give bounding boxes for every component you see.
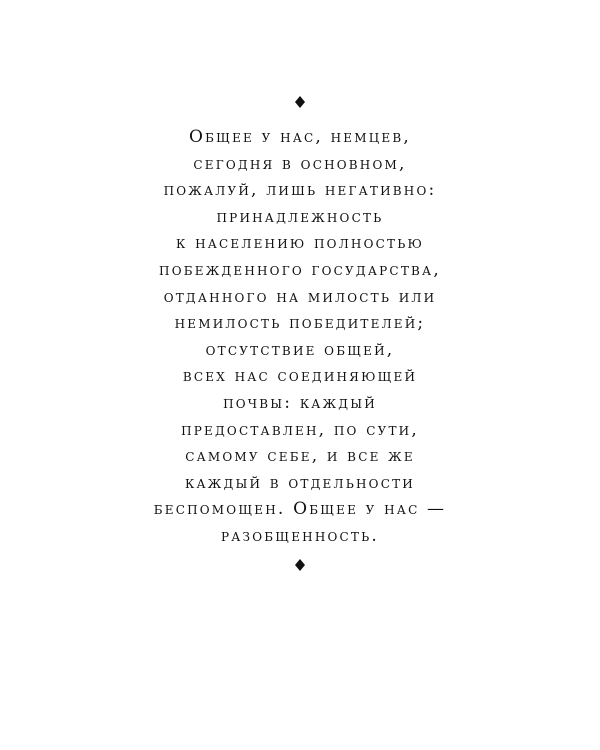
quote-line: пожалуй, лишь негативно: bbox=[163, 180, 437, 201]
quote-line: предоставлен, по сути, bbox=[181, 419, 419, 440]
quote-line: разобщенность. bbox=[221, 525, 379, 546]
quote-line: принадлежность bbox=[216, 206, 384, 227]
quote-line: почвы: каждый bbox=[223, 392, 377, 413]
quote-line: беспомощен. Общее у нас — bbox=[153, 499, 447, 520]
quote-line: к населению полностью bbox=[175, 233, 425, 254]
diamond-icon bbox=[293, 558, 307, 572]
quote-line: Общее у нас, немцев, bbox=[189, 127, 411, 147]
diamond-icon bbox=[293, 95, 307, 109]
quote-text bbox=[0, 124, 600, 550]
quote-line: сегодня в основном, bbox=[193, 153, 407, 174]
quote-line: отданного на милость или bbox=[163, 286, 437, 307]
quote-line: всех нас соединяющей bbox=[182, 366, 418, 387]
quote-line: отсутствие общей, bbox=[205, 339, 395, 360]
quote-line: немилость победителей; bbox=[174, 313, 426, 334]
quote-line: каждый в отдельности bbox=[185, 472, 415, 493]
quote-line: побежденного государства, bbox=[159, 259, 441, 280]
quote-line: самому себе, и все же bbox=[185, 446, 415, 467]
